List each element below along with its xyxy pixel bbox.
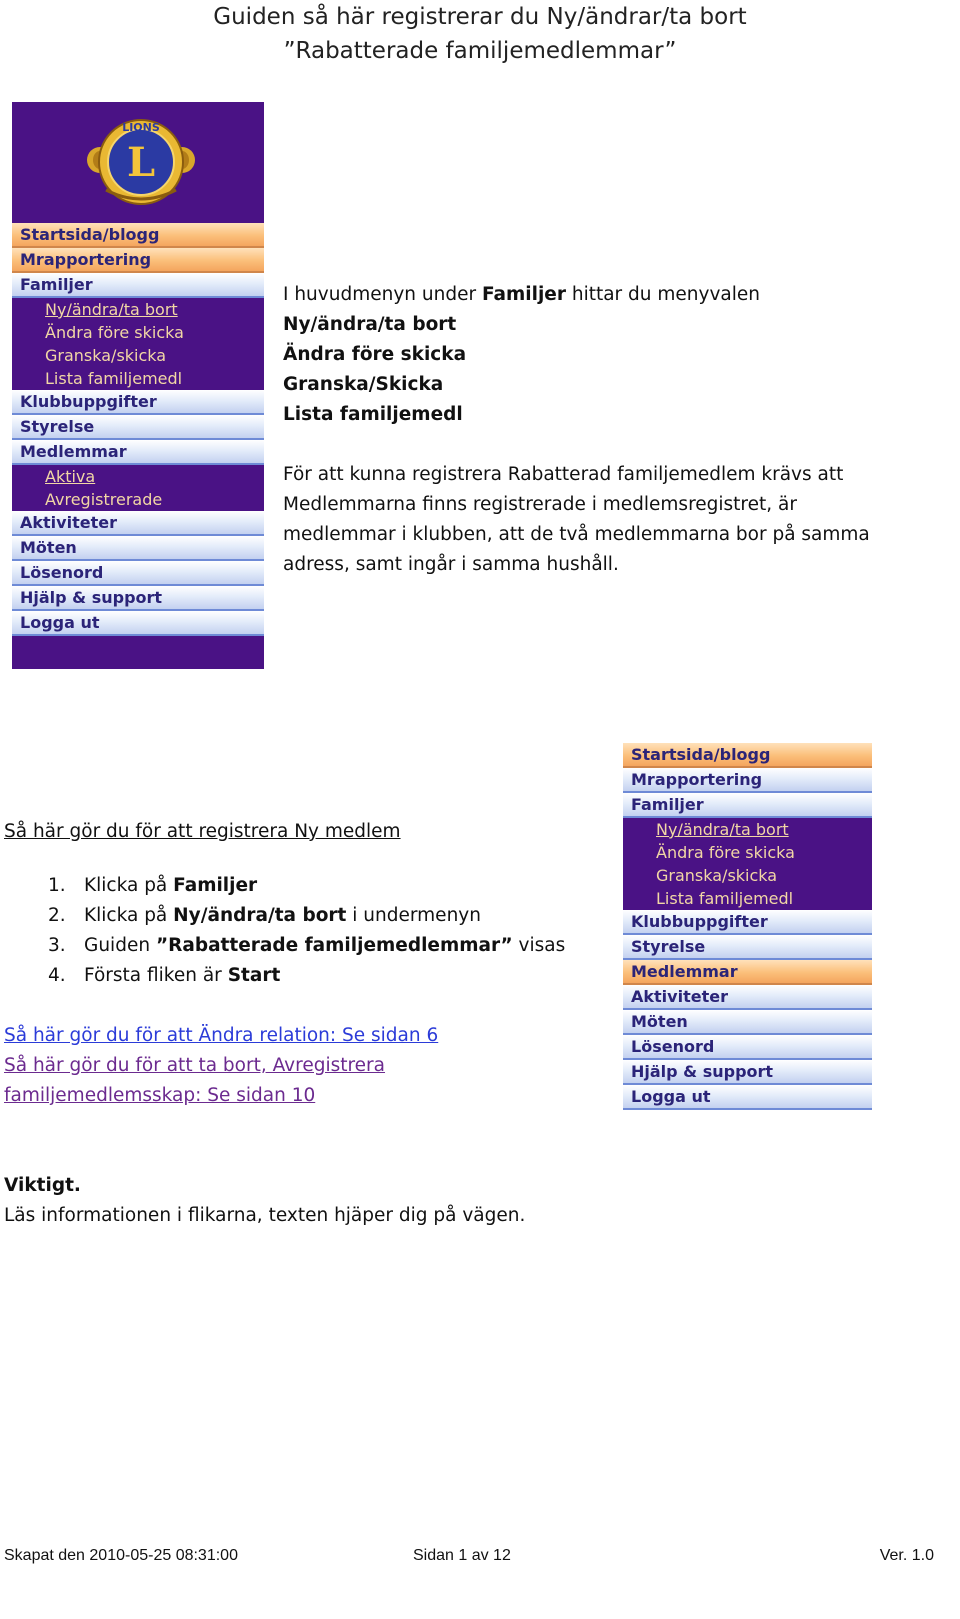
step-item: 2. Klicka på Ny/ändra/ta bort i undermenyn bbox=[48, 905, 481, 926]
menu-item-losenord[interactable]: Lösenord bbox=[12, 561, 264, 586]
menu-item-granska-skicka[interactable]: Granska/skicka bbox=[623, 864, 872, 887]
logo-word: LIONS bbox=[122, 121, 160, 134]
menu-item-avregistrerade[interactable]: Avregistrerade bbox=[12, 488, 264, 511]
menu-item-moten[interactable]: Möten bbox=[623, 1010, 872, 1035]
intro-text bbox=[283, 280, 933, 580]
menu-item-lista-familjemedl[interactable]: Lista familjemedl bbox=[623, 887, 872, 910]
menu-item-granska-skicka[interactable]: Granska/skicka bbox=[12, 344, 264, 367]
intro-paragraph-line: För att kunna registrera Rabatterad familjemedlem krävs att bbox=[283, 464, 844, 485]
menu-item-klubbuppgifter[interactable]: Klubbuppgifter bbox=[623, 910, 872, 935]
menu-item-hjalp-and-support[interactable]: Hjälp & support bbox=[12, 586, 264, 611]
page-footer bbox=[4, 1545, 934, 1567]
intro-option: Ändra före skicka bbox=[283, 344, 467, 365]
menu-item-hjalp-and-support[interactable]: Hjälp & support bbox=[623, 1060, 872, 1085]
intro-option: Lista familjemedl bbox=[283, 404, 463, 425]
step-item: 3. Guiden ”Rabatterade familjemedlemmar” visas bbox=[48, 935, 566, 956]
intro-option: Ny/ändra/ta bort bbox=[283, 314, 457, 335]
menu-list-2 bbox=[623, 743, 872, 1110]
menu-item-styrelse[interactable]: Styrelse bbox=[12, 415, 264, 440]
menu-item-aktiviteter[interactable]: Aktiviteter bbox=[623, 985, 872, 1010]
title-line-2: ”Rabatterade familjemedlemmar” bbox=[283, 38, 677, 64]
menu-item-startsida-blogg[interactable]: Startsida/blogg bbox=[623, 743, 872, 768]
menu-item-lista-familjemedl[interactable]: Lista familjemedl bbox=[12, 367, 264, 390]
sidebar-menu-screenshot-1 bbox=[12, 102, 264, 669]
important-note bbox=[4, 1171, 904, 1231]
menu-item-andra-fore-skicka[interactable]: Ändra före skicka bbox=[623, 841, 872, 864]
sidebar-menu-screenshot-2 bbox=[623, 743, 872, 1109]
familjer-bold: Familjer bbox=[481, 284, 566, 305]
menu-item-mrapportering[interactable]: Mrapportering bbox=[623, 768, 872, 793]
menu-item-mrapportering[interactable]: Mrapportering bbox=[12, 248, 264, 273]
menu-item-logga-ut[interactable]: Logga ut bbox=[623, 1085, 872, 1110]
links-block bbox=[4, 1021, 604, 1111]
menu-item-losenord[interactable]: Lösenord bbox=[623, 1035, 872, 1060]
menu-item-moten[interactable]: Möten bbox=[12, 536, 264, 561]
remove-link-line-2[interactable]: familjemedlemsskap: Se sidan 10 bbox=[4, 1085, 316, 1106]
menu-item-familjer[interactable]: Familjer bbox=[12, 273, 264, 298]
menu-item-startsida-blogg[interactable]: Startsida/blogg bbox=[12, 223, 264, 248]
menu-list-1 bbox=[12, 223, 264, 636]
change-relation-link[interactable]: Så här gör du för att Ändra relation: Se sidan 6 bbox=[4, 1025, 439, 1046]
intro-paragraph-line: medlemmar i klubben, att de två medlemmarna bor på samma bbox=[283, 524, 870, 545]
footer-version: Ver. 1.0 bbox=[879, 1547, 934, 1564]
intro-option: Granska/Skicka bbox=[283, 374, 444, 395]
intro-line: I huvudmenyn under Familjer hittar du menyvalen bbox=[283, 284, 761, 305]
menu-item-aktiva[interactable]: Aktiva bbox=[12, 465, 264, 488]
footer-created: Skapat den 2010-05-25 08:31:00 bbox=[4, 1547, 238, 1564]
lions-logo-icon bbox=[86, 112, 196, 212]
menu-item-aktiviteter[interactable]: Aktiviteter bbox=[12, 511, 264, 536]
note-heading: Viktigt. bbox=[4, 1175, 81, 1196]
logo-letter: L bbox=[126, 139, 156, 186]
step-item: 4. Första fliken är Start bbox=[48, 965, 281, 986]
menu-item-styrelse[interactable]: Styrelse bbox=[623, 935, 872, 960]
intro-paragraph-line: adress, samt ingår i samma hushåll. bbox=[283, 554, 619, 575]
intro-paragraph-line: Medlemmarna finns registrerade i medlemsregistret, är bbox=[283, 494, 797, 515]
remove-link-line-1[interactable]: Så här gör du för att ta bort, Avregistrera bbox=[4, 1055, 386, 1076]
menu-item-andra-fore-skicka[interactable]: Ändra före skicka bbox=[12, 321, 264, 344]
menu-item-klubbuppgifter[interactable]: Klubbuppgifter bbox=[12, 390, 264, 415]
footer-page-number: Sidan 1 av 12 bbox=[413, 1547, 511, 1564]
step-item: 1. Klicka på Familjer bbox=[48, 875, 258, 896]
menu-item-medlemmar[interactable]: Medlemmar bbox=[623, 960, 872, 985]
menu-item-logga-ut[interactable]: Logga ut bbox=[12, 611, 264, 636]
section-heading: Så här gör du för att registrera Ny medlem bbox=[4, 821, 401, 842]
menu-item-medlemmar[interactable]: Medlemmar bbox=[12, 440, 264, 465]
instructions-section bbox=[4, 817, 604, 1111]
menu-item-ny-andra-ta-bort[interactable]: Ny/ändra/ta bort bbox=[12, 298, 264, 321]
page-title bbox=[0, 0, 960, 68]
menu-item-ny-andra-ta-bort[interactable]: Ny/ändra/ta bort bbox=[623, 818, 872, 841]
steps-list bbox=[4, 871, 604, 991]
title-line-1: Guiden så här registrerar du Ny/ändrar/ta bort bbox=[213, 4, 747, 30]
menu-item-familjer[interactable]: Familjer bbox=[623, 793, 872, 818]
note-text: Läs informationen i flikarna, texten hjäper dig på vägen. bbox=[4, 1205, 526, 1226]
